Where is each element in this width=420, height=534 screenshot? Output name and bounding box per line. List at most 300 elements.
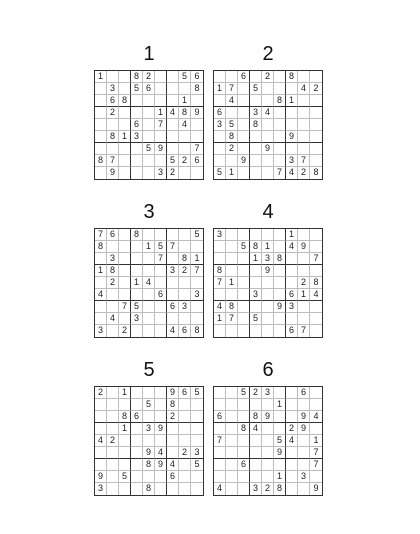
- sudoku-cell[interactable]: [214, 325, 226, 337]
- sudoku-cell[interactable]: 9: [262, 411, 274, 423]
- sudoku-cell[interactable]: 2: [250, 387, 262, 399]
- sudoku-cell[interactable]: 8: [250, 241, 262, 253]
- sudoku-cell[interactable]: [226, 325, 238, 337]
- sudoku-cell[interactable]: 1: [131, 277, 143, 289]
- sudoku-cell[interactable]: 9: [155, 423, 167, 435]
- sudoku-cell[interactable]: [179, 411, 191, 423]
- sudoku-cell[interactable]: [238, 143, 250, 155]
- sudoku-cell[interactable]: [238, 313, 250, 325]
- sudoku-cell[interactable]: 7: [298, 155, 310, 167]
- sudoku-cell[interactable]: [179, 399, 191, 411]
- sudoku-cell[interactable]: 6: [214, 411, 226, 423]
- sudoku-cell[interactable]: 8: [131, 71, 143, 83]
- sudoku-cell[interactable]: [155, 399, 167, 411]
- sudoku-cell[interactable]: [310, 399, 322, 411]
- sudoku-cell[interactable]: 4: [310, 411, 322, 423]
- sudoku-cell[interactable]: [131, 423, 143, 435]
- sudoku-cell[interactable]: [274, 411, 286, 423]
- sudoku-cell[interactable]: [119, 265, 131, 277]
- sudoku-cell[interactable]: [298, 483, 310, 495]
- sudoku-cell[interactable]: 7: [155, 119, 167, 131]
- sudoku-cell[interactable]: [119, 459, 131, 471]
- sudoku-cell[interactable]: 9: [95, 471, 107, 483]
- sudoku-cell[interactable]: 6: [107, 95, 119, 107]
- sudoku-cell[interactable]: 6: [107, 229, 119, 241]
- sudoku-cell[interactable]: [298, 229, 310, 241]
- sudoku-cell[interactable]: 7: [95, 229, 107, 241]
- sudoku-cell[interactable]: [298, 459, 310, 471]
- sudoku-cell[interactable]: [167, 253, 179, 265]
- sudoku-cell[interactable]: [119, 143, 131, 155]
- sudoku-cell[interactable]: [310, 107, 322, 119]
- sudoku-cell[interactable]: [214, 143, 226, 155]
- sudoku-cell[interactable]: 5: [143, 143, 155, 155]
- sudoku-cell[interactable]: [262, 471, 274, 483]
- sudoku-cell[interactable]: 1: [298, 289, 310, 301]
- sudoku-cell[interactable]: [310, 95, 322, 107]
- sudoku-cell[interactable]: 9: [155, 459, 167, 471]
- sudoku-cell[interactable]: 8: [119, 95, 131, 107]
- sudoku-cell[interactable]: 6: [286, 325, 298, 337]
- sudoku-cell[interactable]: [143, 119, 155, 131]
- sudoku-cell[interactable]: [298, 95, 310, 107]
- sudoku-cell[interactable]: [179, 471, 191, 483]
- sudoku-cell[interactable]: [226, 155, 238, 167]
- sudoku-cell[interactable]: [95, 277, 107, 289]
- sudoku-cell[interactable]: 7: [155, 253, 167, 265]
- sudoku-cell[interactable]: [274, 423, 286, 435]
- sudoku-cell[interactable]: [250, 277, 262, 289]
- sudoku-cell[interactable]: 8: [95, 241, 107, 253]
- sudoku-cell[interactable]: 1: [95, 265, 107, 277]
- sudoku-cell[interactable]: [191, 277, 203, 289]
- sudoku-cell[interactable]: [250, 399, 262, 411]
- sudoku-cell[interactable]: [238, 253, 250, 265]
- sudoku-cell[interactable]: [274, 387, 286, 399]
- sudoku-cell[interactable]: 5: [143, 399, 155, 411]
- sudoku-cell[interactable]: [310, 155, 322, 167]
- sudoku-cell[interactable]: [107, 325, 119, 337]
- sudoku-cell[interactable]: 8: [274, 253, 286, 265]
- sudoku-cell[interactable]: [226, 253, 238, 265]
- sudoku-cell[interactable]: [298, 71, 310, 83]
- sudoku-cell[interactable]: [95, 143, 107, 155]
- sudoku-cell[interactable]: 8: [250, 411, 262, 423]
- sudoku-cell[interactable]: [250, 131, 262, 143]
- sudoku-cell[interactable]: [238, 289, 250, 301]
- sudoku-cell[interactable]: [238, 107, 250, 119]
- sudoku-cell[interactable]: 8: [167, 399, 179, 411]
- sudoku-cell[interactable]: [119, 83, 131, 95]
- sudoku-cell[interactable]: 3: [131, 313, 143, 325]
- sudoku-cell[interactable]: [262, 95, 274, 107]
- sudoku-cell[interactable]: 4: [179, 119, 191, 131]
- sudoku-cell[interactable]: [167, 447, 179, 459]
- sudoku-cell[interactable]: [226, 289, 238, 301]
- sudoku-cell[interactable]: 7: [226, 313, 238, 325]
- sudoku-cell[interactable]: 2: [298, 277, 310, 289]
- sudoku-cell[interactable]: [250, 459, 262, 471]
- sudoku-cell[interactable]: [214, 95, 226, 107]
- sudoku-cell[interactable]: 1: [286, 95, 298, 107]
- sudoku-cell[interactable]: [226, 107, 238, 119]
- sudoku-cell[interactable]: 9: [274, 447, 286, 459]
- sudoku-cell[interactable]: 6: [191, 71, 203, 83]
- sudoku-cell[interactable]: [226, 447, 238, 459]
- sudoku-cell[interactable]: 7: [310, 253, 322, 265]
- sudoku-cell[interactable]: 2: [167, 167, 179, 179]
- sudoku-cell[interactable]: [238, 83, 250, 95]
- sudoku-cell[interactable]: 5: [119, 471, 131, 483]
- sudoku-cell[interactable]: [310, 265, 322, 277]
- sudoku-cell[interactable]: [310, 325, 322, 337]
- sudoku-cell[interactable]: [107, 423, 119, 435]
- sudoku-cell[interactable]: 7: [274, 167, 286, 179]
- sudoku-cell[interactable]: [131, 435, 143, 447]
- sudoku-cell[interactable]: [143, 229, 155, 241]
- sudoku-cell[interactable]: 1: [262, 241, 274, 253]
- sudoku-cell[interactable]: 7: [191, 143, 203, 155]
- sudoku-cell[interactable]: 7: [310, 459, 322, 471]
- sudoku-cell[interactable]: 8: [131, 229, 143, 241]
- sudoku-cell[interactable]: [179, 435, 191, 447]
- sudoku-cell[interactable]: [119, 107, 131, 119]
- sudoku-cell[interactable]: [262, 83, 274, 95]
- sudoku-cell[interactable]: [262, 167, 274, 179]
- sudoku-cell[interactable]: 3: [250, 483, 262, 495]
- sudoku-cell[interactable]: [155, 131, 167, 143]
- sudoku-cell[interactable]: [179, 241, 191, 253]
- sudoku-cell[interactable]: [298, 119, 310, 131]
- sudoku-cell[interactable]: 1: [214, 83, 226, 95]
- sudoku-cell[interactable]: 4: [167, 107, 179, 119]
- sudoku-cell[interactable]: [107, 289, 119, 301]
- sudoku-cell[interactable]: [191, 411, 203, 423]
- sudoku-cell[interactable]: 3: [250, 107, 262, 119]
- sudoku-cell[interactable]: [107, 143, 119, 155]
- sudoku-cell[interactable]: [226, 459, 238, 471]
- sudoku-cell[interactable]: [95, 399, 107, 411]
- sudoku-cell[interactable]: [274, 265, 286, 277]
- sudoku-cell[interactable]: [131, 241, 143, 253]
- sudoku-cell[interactable]: [119, 435, 131, 447]
- sudoku-cell[interactable]: [95, 301, 107, 313]
- sudoku-cell[interactable]: 3: [155, 167, 167, 179]
- sudoku-cell[interactable]: 2: [119, 325, 131, 337]
- sudoku-cell[interactable]: [155, 155, 167, 167]
- sudoku-cell[interactable]: [262, 435, 274, 447]
- sudoku-cell[interactable]: 3: [262, 253, 274, 265]
- sudoku-cell[interactable]: [95, 423, 107, 435]
- sudoku-cell[interactable]: [155, 471, 167, 483]
- sudoku-cell[interactable]: [167, 119, 179, 131]
- sudoku-cell[interactable]: [298, 265, 310, 277]
- sudoku-cell[interactable]: [191, 471, 203, 483]
- sudoku-cell[interactable]: [107, 241, 119, 253]
- sudoku-cell[interactable]: 5: [191, 459, 203, 471]
- sudoku-cell[interactable]: [286, 143, 298, 155]
- sudoku-cell[interactable]: [167, 229, 179, 241]
- sudoku-cell[interactable]: [179, 423, 191, 435]
- sudoku-cell[interactable]: [95, 119, 107, 131]
- sudoku-cell[interactable]: 6: [131, 411, 143, 423]
- sudoku-cell[interactable]: [286, 471, 298, 483]
- sudoku-cell[interactable]: 9: [107, 167, 119, 179]
- sudoku-cell[interactable]: [226, 229, 238, 241]
- sudoku-cell[interactable]: [262, 459, 274, 471]
- sudoku-cell[interactable]: [191, 301, 203, 313]
- sudoku-cell[interactable]: 2: [310, 83, 322, 95]
- sudoku-cell[interactable]: [107, 301, 119, 313]
- sudoku-cell[interactable]: [250, 471, 262, 483]
- sudoku-cell[interactable]: [155, 83, 167, 95]
- sudoku-cell[interactable]: [155, 95, 167, 107]
- sudoku-cell[interactable]: 9: [191, 107, 203, 119]
- sudoku-cell[interactable]: 5: [250, 83, 262, 95]
- sudoku-cell[interactable]: [238, 265, 250, 277]
- sudoku-cell[interactable]: [191, 95, 203, 107]
- sudoku-cell[interactable]: [274, 229, 286, 241]
- sudoku-cell[interactable]: 9: [155, 143, 167, 155]
- sudoku-cell[interactable]: [274, 289, 286, 301]
- sudoku-cell[interactable]: 1: [226, 277, 238, 289]
- sudoku-cell[interactable]: [214, 241, 226, 253]
- sudoku-cell[interactable]: 9: [298, 423, 310, 435]
- sudoku-cell[interactable]: 6: [238, 71, 250, 83]
- sudoku-cell[interactable]: [286, 265, 298, 277]
- sudoku-cell[interactable]: 3: [262, 387, 274, 399]
- sudoku-cell[interactable]: 2: [107, 435, 119, 447]
- sudoku-cell[interactable]: 5: [131, 301, 143, 313]
- sudoku-cell[interactable]: [214, 155, 226, 167]
- sudoku-cell[interactable]: 6: [131, 119, 143, 131]
- sudoku-cell[interactable]: [131, 447, 143, 459]
- sudoku-cell[interactable]: [191, 399, 203, 411]
- sudoku-cell[interactable]: [143, 131, 155, 143]
- sudoku-cell[interactable]: 8: [238, 423, 250, 435]
- sudoku-cell[interactable]: [262, 325, 274, 337]
- sudoku-cell[interactable]: [286, 107, 298, 119]
- sudoku-cell[interactable]: [226, 265, 238, 277]
- sudoku-cell[interactable]: 4: [286, 167, 298, 179]
- sudoku-cell[interactable]: [298, 107, 310, 119]
- sudoku-cell[interactable]: 9: [238, 155, 250, 167]
- sudoku-cell[interactable]: [155, 435, 167, 447]
- sudoku-cell[interactable]: 3: [143, 423, 155, 435]
- sudoku-cell[interactable]: 2: [179, 447, 191, 459]
- sudoku-cell[interactable]: [226, 241, 238, 253]
- sudoku-cell[interactable]: 6: [214, 107, 226, 119]
- sudoku-cell[interactable]: 4: [143, 277, 155, 289]
- sudoku-cell[interactable]: [131, 325, 143, 337]
- sudoku-cell[interactable]: [131, 483, 143, 495]
- sudoku-cell[interactable]: [131, 155, 143, 167]
- sudoku-cell[interactable]: [119, 399, 131, 411]
- sudoku-cell[interactable]: [226, 423, 238, 435]
- sudoku-cell[interactable]: [131, 95, 143, 107]
- sudoku-cell[interactable]: [179, 167, 191, 179]
- sudoku-cell[interactable]: 9: [274, 301, 286, 313]
- sudoku-cell[interactable]: 4: [95, 435, 107, 447]
- sudoku-cell[interactable]: 3: [107, 83, 119, 95]
- sudoku-cell[interactable]: [274, 277, 286, 289]
- sudoku-cell[interactable]: [131, 107, 143, 119]
- sudoku-cell[interactable]: [191, 131, 203, 143]
- sudoku-cell[interactable]: [286, 83, 298, 95]
- sudoku-cell[interactable]: 7: [214, 277, 226, 289]
- sudoku-cell[interactable]: 1: [155, 107, 167, 119]
- sudoku-cell[interactable]: [250, 143, 262, 155]
- sudoku-cell[interactable]: 4: [226, 95, 238, 107]
- sudoku-cell[interactable]: [191, 167, 203, 179]
- sudoku-cell[interactable]: 6: [179, 325, 191, 337]
- sudoku-cell[interactable]: [155, 325, 167, 337]
- sudoku-cell[interactable]: 4: [167, 459, 179, 471]
- sudoku-cell[interactable]: [167, 131, 179, 143]
- sudoku-cell[interactable]: [250, 325, 262, 337]
- sudoku-cell[interactable]: 5: [155, 241, 167, 253]
- sudoku-cell[interactable]: [310, 71, 322, 83]
- sudoku-cell[interactable]: 7: [191, 265, 203, 277]
- sudoku-cell[interactable]: [214, 387, 226, 399]
- sudoku-cell[interactable]: 4: [310, 289, 322, 301]
- sudoku-cell[interactable]: 1: [274, 471, 286, 483]
- sudoku-cell[interactable]: 3: [131, 131, 143, 143]
- sudoku-cell[interactable]: [119, 289, 131, 301]
- sudoku-cell[interactable]: 4: [95, 289, 107, 301]
- sudoku-cell[interactable]: 7: [226, 83, 238, 95]
- sudoku-cell[interactable]: 6: [286, 289, 298, 301]
- sudoku-cell[interactable]: 3: [167, 265, 179, 277]
- sudoku-cell[interactable]: 8: [194, 325, 200, 335]
- sudoku-cell[interactable]: 5: [250, 313, 262, 325]
- sudoku-cell[interactable]: [286, 313, 298, 325]
- sudoku-cell[interactable]: [191, 435, 203, 447]
- sudoku-cell[interactable]: [155, 301, 167, 313]
- sudoku-cell[interactable]: 1: [214, 313, 226, 325]
- sudoku-cell[interactable]: [95, 313, 107, 325]
- sudoku-cell[interactable]: [179, 313, 191, 325]
- sudoku-cell[interactable]: 3: [191, 289, 203, 301]
- sudoku-cell[interactable]: 9: [286, 131, 298, 143]
- sudoku-cell[interactable]: [167, 95, 179, 107]
- sudoku-cell[interactable]: 1: [250, 253, 262, 265]
- sudoku-cell[interactable]: [155, 277, 167, 289]
- sudoku-cell[interactable]: [298, 447, 310, 459]
- sudoku-cell[interactable]: [250, 71, 262, 83]
- sudoku-cell[interactable]: [107, 483, 119, 495]
- sudoku-cell[interactable]: [191, 313, 203, 325]
- sudoku-cell[interactable]: 2: [167, 411, 179, 423]
- sudoku-cell[interactable]: [143, 301, 155, 313]
- sudoku-cell[interactable]: [95, 107, 107, 119]
- sudoku-cell[interactable]: 5: [131, 83, 143, 95]
- sudoku-cell[interactable]: 4: [214, 483, 226, 495]
- sudoku-cell[interactable]: [274, 71, 286, 83]
- sudoku-cell[interactable]: [179, 459, 191, 471]
- sudoku-cell[interactable]: [143, 387, 155, 399]
- sudoku-cell[interactable]: 3: [179, 301, 191, 313]
- sudoku-cell[interactable]: 2: [179, 155, 191, 167]
- sudoku-cell[interactable]: 1: [119, 423, 131, 435]
- sudoku-cell[interactable]: [131, 471, 143, 483]
- sudoku-cell[interactable]: [131, 143, 143, 155]
- sudoku-cell[interactable]: [143, 435, 155, 447]
- sudoku-cell[interactable]: 8: [191, 83, 203, 95]
- sudoku-cell[interactable]: [274, 241, 286, 253]
- sudoku-cell[interactable]: [262, 229, 274, 241]
- sudoku-cell[interactable]: [191, 119, 203, 131]
- sudoku-cell[interactable]: [155, 313, 167, 325]
- sudoku-cell[interactable]: [238, 325, 250, 337]
- sudoku-cell[interactable]: 7: [167, 241, 179, 253]
- sudoku-cell[interactable]: 3: [214, 229, 226, 241]
- sudoku-cell[interactable]: [262, 277, 274, 289]
- sudoku-cell[interactable]: 2: [226, 143, 238, 155]
- sudoku-cell[interactable]: [262, 119, 274, 131]
- sudoku-cell[interactable]: [107, 399, 119, 411]
- sudoku-cell[interactable]: [95, 95, 107, 107]
- sudoku-cell[interactable]: [143, 155, 155, 167]
- sudoku-cell[interactable]: [143, 289, 155, 301]
- sudoku-cell[interactable]: [238, 399, 250, 411]
- sudoku-cell[interactable]: [167, 143, 179, 155]
- sudoku-cell[interactable]: 6: [155, 289, 167, 301]
- sudoku-cell[interactable]: [310, 387, 322, 399]
- sudoku-cell[interactable]: 1: [179, 95, 191, 107]
- sudoku-cell[interactable]: 3: [191, 447, 203, 459]
- sudoku-cell[interactable]: 9: [167, 387, 179, 399]
- sudoku-cell[interactable]: 1: [119, 131, 131, 143]
- sudoku-cell[interactable]: [250, 229, 262, 241]
- sudoku-cell[interactable]: [286, 447, 298, 459]
- sudoku-cell[interactable]: [131, 459, 143, 471]
- sudoku-cell[interactable]: [274, 119, 286, 131]
- sudoku-cell[interactable]: [167, 435, 179, 447]
- sudoku-cell[interactable]: 1: [119, 387, 131, 399]
- sudoku-cell[interactable]: [179, 289, 191, 301]
- sudoku-cell[interactable]: [274, 313, 286, 325]
- sudoku-cell[interactable]: [167, 277, 179, 289]
- sudoku-cell[interactable]: 3: [107, 253, 119, 265]
- sudoku-cell[interactable]: [179, 229, 191, 241]
- sudoku-cell[interactable]: [238, 483, 250, 495]
- sudoku-cell[interactable]: [250, 301, 262, 313]
- sudoku-cell[interactable]: [250, 167, 262, 179]
- sudoku-cell[interactable]: [238, 301, 250, 313]
- sudoku-cell[interactable]: 1: [274, 399, 286, 411]
- sudoku-cell[interactable]: [214, 253, 226, 265]
- sudoku-cell[interactable]: [179, 277, 191, 289]
- sudoku-cell[interactable]: 9: [313, 483, 319, 493]
- sudoku-cell[interactable]: [310, 423, 322, 435]
- sudoku-cell[interactable]: [167, 289, 179, 301]
- sudoku-cell[interactable]: [155, 229, 167, 241]
- sudoku-cell[interactable]: [131, 289, 143, 301]
- sudoku-cell[interactable]: 8: [143, 483, 155, 495]
- sudoku-cell[interactable]: 3: [250, 289, 262, 301]
- sudoku-cell[interactable]: [310, 143, 322, 155]
- sudoku-cell[interactable]: [107, 71, 119, 83]
- sudoku-cell[interactable]: 8: [179, 253, 191, 265]
- sudoku-cell[interactable]: 5: [226, 119, 238, 131]
- sudoku-cell[interactable]: 8: [286, 71, 298, 83]
- sudoku-cell[interactable]: [310, 229, 322, 241]
- sudoku-cell[interactable]: [250, 265, 262, 277]
- sudoku-cell[interactable]: [310, 131, 322, 143]
- sudoku-cell[interactable]: [95, 447, 107, 459]
- sudoku-cell[interactable]: 4: [262, 107, 274, 119]
